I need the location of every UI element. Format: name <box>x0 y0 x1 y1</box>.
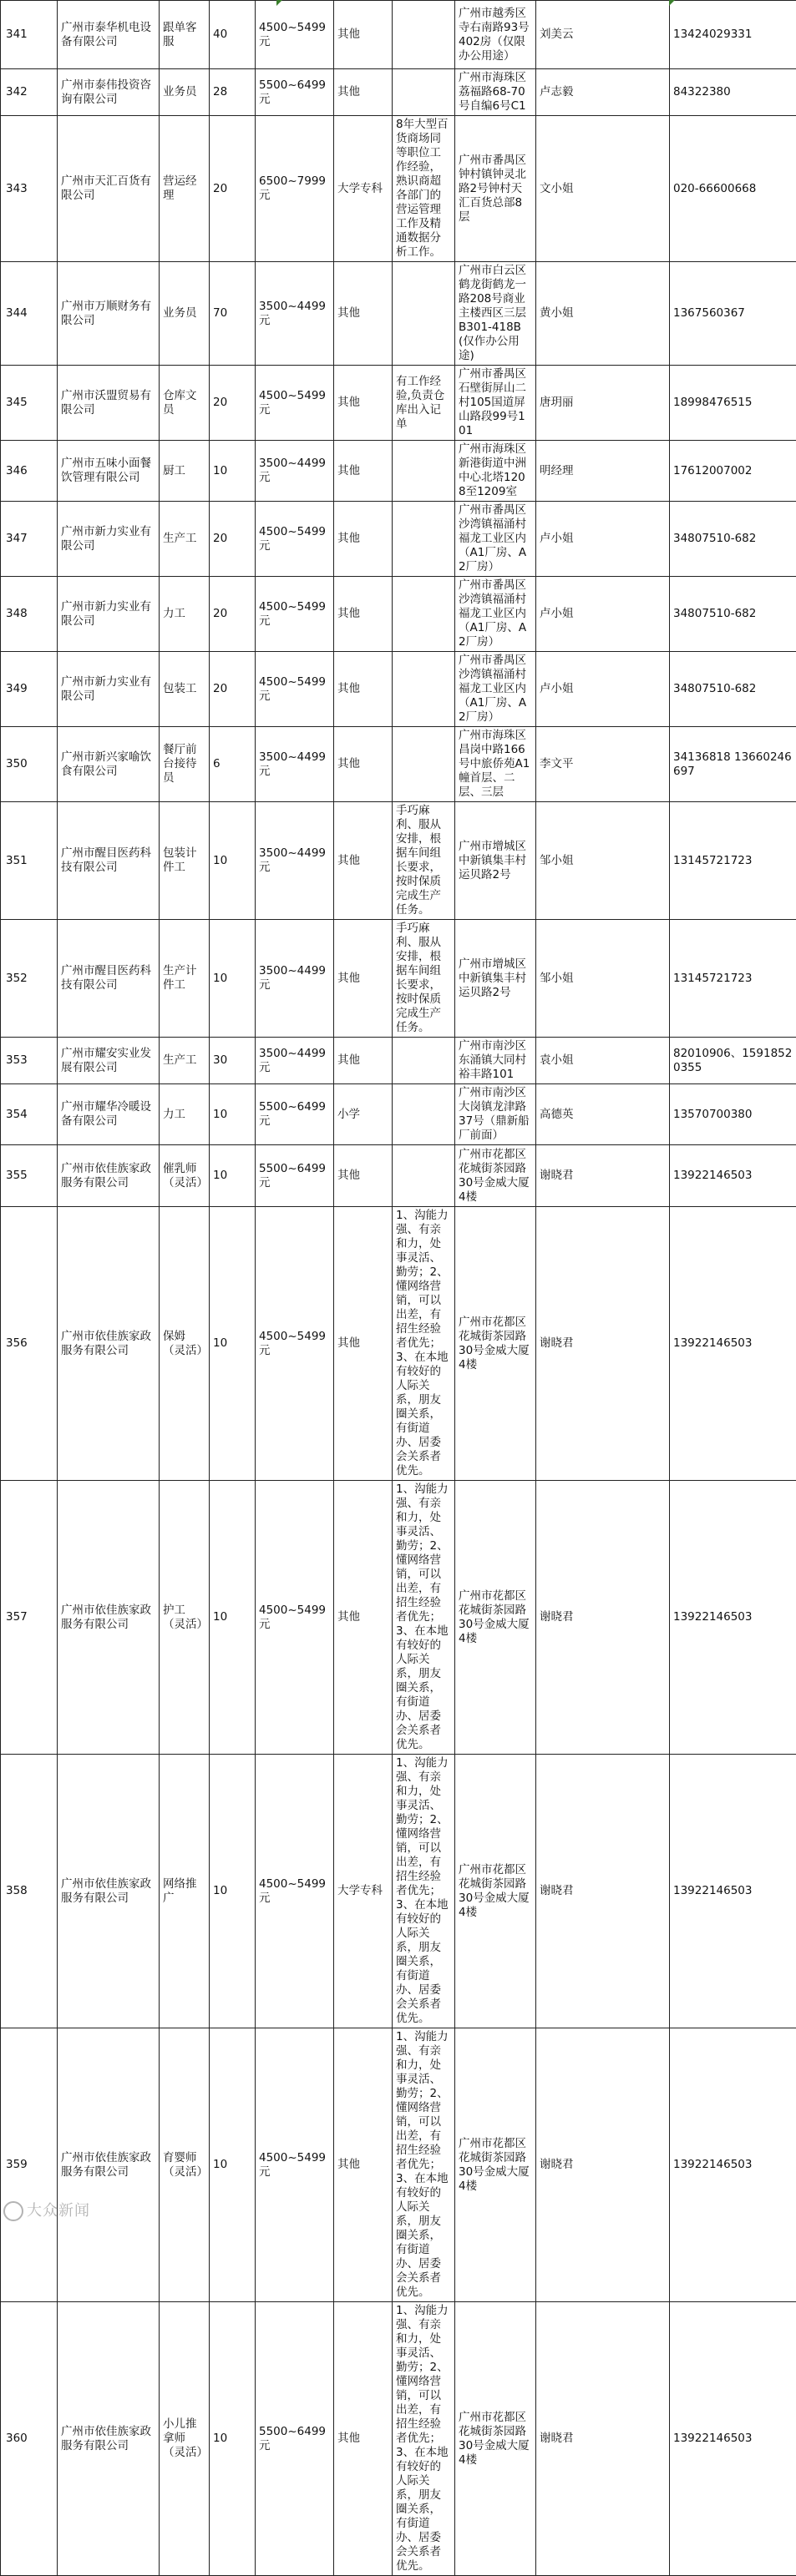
contact-person: 谢晓君 <box>536 1755 670 2028</box>
headcount: 20 <box>210 116 256 262</box>
education: 其他 <box>334 652 393 727</box>
job-title: 生产工 <box>160 502 210 577</box>
row-number: 350 <box>1 727 58 802</box>
headcount: 40 <box>210 1 256 69</box>
contact-phone: 18998476515 <box>670 366 796 441</box>
watermark-text: 大众新闻 <box>27 2202 90 2220</box>
work-address: 广州市番禺区石壁街屏山二村105国道屏山路段99号101 <box>455 366 536 441</box>
row-number: 359 <box>1 2028 58 2302</box>
education: 大学专科 <box>334 116 393 262</box>
work-address: 广州市海珠区昌岗中路166号中旅侨苑A1幢首层、二层、三层 <box>455 727 536 802</box>
contact-phone: 34807510-682 <box>670 577 796 652</box>
table-row <box>1 69 796 116</box>
table-row <box>1 1207 796 1481</box>
headcount: 30 <box>210 1038 256 1084</box>
salary-range: 4500~5499元 <box>256 1481 334 1755</box>
job-requirements <box>393 69 455 116</box>
work-address: 广州市番禺区钟村镇钟灵北路2号钟村天汇百货总部8层 <box>455 116 536 262</box>
contact-person: 邹小姐 <box>536 802 670 920</box>
row-number: 349 <box>1 652 58 727</box>
education: 其他 <box>334 366 393 441</box>
cell-comment-marker <box>669 0 675 6</box>
education: 其他 <box>334 727 393 802</box>
contact-person: 谢晓君 <box>536 2302 670 2576</box>
contact-person: 卢小姐 <box>536 577 670 652</box>
education: 其他 <box>334 502 393 577</box>
work-address: 广州市花都区花城街茶园路30号金威大厦4楼 <box>455 2028 536 2302</box>
job-requirements: 1、沟能力强、有亲和力，处事灵活、勤劳；2、懂网络营销，可以出差，有招生经验者优先；3、在本地有较好的人际关系，朋友圈关系，有街道办、居委会关系者优先。 <box>393 2028 455 2302</box>
table-row <box>1 577 796 652</box>
salary-range: 4500~5499元 <box>256 1 334 69</box>
salary-range: 5500~6499元 <box>256 1145 334 1207</box>
salary-range: 3500~4499元 <box>256 262 334 366</box>
headcount: 20 <box>210 366 256 441</box>
contact-person: 李文平 <box>536 727 670 802</box>
row-number: 347 <box>1 502 58 577</box>
company-name: 广州市新力实业有限公司 <box>58 577 160 652</box>
salary-range: 5500~6499元 <box>256 2302 334 2576</box>
table-row <box>1 652 796 727</box>
watermark-logo-icon <box>3 2201 23 2221</box>
row-number: 341 <box>1 1 58 69</box>
row-number: 351 <box>1 802 58 920</box>
company-name: 广州市新力实业有限公司 <box>58 502 160 577</box>
salary-range: 3500~4499元 <box>256 727 334 802</box>
contact-phone: 13570700380 <box>670 1084 796 1145</box>
work-address: 广州市海珠区荔福路68-70号自编6号C1 <box>455 69 536 116</box>
row-number: 352 <box>1 920 58 1038</box>
contact-phone: 34807510-682 <box>670 652 796 727</box>
work-address: 广州市花都区花城街茶园路30号金威大厦4楼 <box>455 1145 536 1207</box>
table-row <box>1 262 796 366</box>
headcount: 10 <box>210 2302 256 2576</box>
contact-person: 文小姐 <box>536 116 670 262</box>
row-number: 353 <box>1 1038 58 1084</box>
contact-person: 唐玥丽 <box>536 366 670 441</box>
education: 其他 <box>334 262 393 366</box>
work-address: 广州市番禺区沙湾镇福涌村福龙工业区内（A1厂房、A2厂房） <box>455 502 536 577</box>
education: 其他 <box>334 1207 393 1481</box>
job-requirements <box>393 727 455 802</box>
contact-person: 高德英 <box>536 1084 670 1145</box>
salary-range: 3500~4499元 <box>256 441 334 502</box>
job-requirements <box>393 1 455 69</box>
table-row <box>1 802 796 920</box>
education: 其他 <box>334 802 393 920</box>
job-title: 跟单客服 <box>160 1 210 69</box>
job-title: 仓库文员 <box>160 366 210 441</box>
job-title: 生产计件工 <box>160 920 210 1038</box>
contact-person: 谢晓君 <box>536 2028 670 2302</box>
table-row <box>1 441 796 502</box>
company-name: 广州市依佳族家政服务有限公司 <box>58 2302 160 2576</box>
job-requirements: 有工作经验,负责仓库出入记单 <box>393 366 455 441</box>
company-name: 广州市醒目医药科技有限公司 <box>58 802 160 920</box>
contact-phone: 13922146503 <box>670 1207 796 1481</box>
contact-phone: 34136818 13660246697 <box>670 727 796 802</box>
contact-phone: 1367560367 <box>670 262 796 366</box>
row-number: 358 <box>1 1755 58 2028</box>
job-requirements: 手巧麻利、服从安排，根据车间组长要求，按时保质完成生产任务。 <box>393 920 455 1038</box>
headcount: 10 <box>210 441 256 502</box>
company-name: 广州市新兴家喻饮食有限公司 <box>58 727 160 802</box>
table-row <box>1 1755 796 2028</box>
company-name: 广州市耀安实业发展有限公司 <box>58 1038 160 1084</box>
contact-person: 卢志毅 <box>536 69 670 116</box>
job-title: 力工 <box>160 1084 210 1145</box>
education: 其他 <box>334 920 393 1038</box>
salary-range: 4500~5499元 <box>256 1207 334 1481</box>
job-title: 业务员 <box>160 262 210 366</box>
row-number: 348 <box>1 577 58 652</box>
contact-person: 袁小姐 <box>536 1038 670 1084</box>
row-number: 346 <box>1 441 58 502</box>
job-title: 育婴师（灵活） <box>160 2028 210 2302</box>
contact-phone: 82010906、15918520355 <box>670 1038 796 1084</box>
table-row <box>1 1145 796 1207</box>
company-name: 广州市醒目医药科技有限公司 <box>58 920 160 1038</box>
contact-phone: 13922146503 <box>670 2302 796 2576</box>
salary-range: 3500~4499元 <box>256 1038 334 1084</box>
salary-range: 4500~5499元 <box>256 366 334 441</box>
table-body <box>1 1 796 2576</box>
headcount: 10 <box>210 1481 256 1755</box>
row-number: 355 <box>1 1145 58 1207</box>
contact-phone: 13145721723 <box>670 802 796 920</box>
job-requirements <box>393 1084 455 1145</box>
education: 其他 <box>334 2302 393 2576</box>
salary-range: 3500~4499元 <box>256 920 334 1038</box>
job-title: 餐厅前台接待员 <box>160 727 210 802</box>
table-row <box>1 727 796 802</box>
job-title: 生产工 <box>160 1038 210 1084</box>
education: 其他 <box>334 441 393 502</box>
company-name: 广州市依佳族家政服务有限公司 <box>58 2028 160 2302</box>
headcount: 70 <box>210 262 256 366</box>
table-row <box>1 1084 796 1145</box>
work-address: 广州市南沙区大岗镇龙津路37号（鼎新船厂前面） <box>455 1084 536 1145</box>
salary-range: 4500~5499元 <box>256 577 334 652</box>
job-title: 力工 <box>160 577 210 652</box>
salary-range: 4500~5499元 <box>256 502 334 577</box>
job-title: 护工（灵活） <box>160 1481 210 1755</box>
contact-person: 邹小姐 <box>536 920 670 1038</box>
work-address: 广州市增城区中新镇集丰村运贝路2号 <box>455 802 536 920</box>
row-number: 343 <box>1 116 58 262</box>
job-title: 小儿推拿师（灵活） <box>160 2302 210 2576</box>
contact-phone: 13145721723 <box>670 920 796 1038</box>
education: 小学 <box>334 1084 393 1145</box>
work-address: 广州市花都区花城街茶园路30号金威大厦4楼 <box>455 1207 536 1481</box>
education: 其他 <box>334 69 393 116</box>
headcount: 20 <box>210 577 256 652</box>
salary-range: 4500~5499元 <box>256 652 334 727</box>
job-title: 催乳师（灵活） <box>160 1145 210 1207</box>
company-name: 广州市万顺财务有限公司 <box>58 262 160 366</box>
work-address: 广州市番禺区沙湾镇福涌村福龙工业区内（A1厂房、A2厂房） <box>455 577 536 652</box>
row-number: 357 <box>1 1481 58 1755</box>
company-name: 广州市新力实业有限公司 <box>58 652 160 727</box>
work-address: 广州市海珠区新港街道中洲中心北塔1208至1209室 <box>455 441 536 502</box>
headcount: 20 <box>210 652 256 727</box>
work-address: 广州市白云区鹤龙街鹤龙一路208号商业主楼西区三层B301-418B(仅作办公用途) <box>455 262 536 366</box>
headcount: 28 <box>210 69 256 116</box>
contact-phone: 17612007002 <box>670 441 796 502</box>
cell-comment-marker <box>276 0 282 6</box>
headcount: 6 <box>210 727 256 802</box>
job-requirements: 手巧麻利、服从安排，根据车间组长要求，按时保质完成生产任务。 <box>393 802 455 920</box>
contact-phone: 13424029331 <box>670 1 796 69</box>
contact-phone: 13922146503 <box>670 1481 796 1755</box>
headcount: 10 <box>210 920 256 1038</box>
headcount: 10 <box>210 1207 256 1481</box>
row-number: 360 <box>1 2302 58 2576</box>
contact-person: 谢晓君 <box>536 1145 670 1207</box>
education: 其他 <box>334 577 393 652</box>
job-requirements <box>393 1038 455 1084</box>
job-title: 营运经理 <box>160 116 210 262</box>
contact-person: 卢小姐 <box>536 502 670 577</box>
work-address: 广州市花都区花城街茶园路30号金威大厦4楼 <box>455 1481 536 1755</box>
table-row <box>1 366 796 441</box>
salary-range: 6500~7999元 <box>256 116 334 262</box>
salary-range: 3500~4499元 <box>256 802 334 920</box>
job-title: 网络推广 <box>160 1755 210 2028</box>
education: 其他 <box>334 2028 393 2302</box>
contact-phone: 13922146503 <box>670 1145 796 1207</box>
row-number: 354 <box>1 1084 58 1145</box>
company-name: 广州市天汇百货有限公司 <box>58 116 160 262</box>
work-address: 广州市南沙区东涌镇大同村裕丰路101 <box>455 1038 536 1084</box>
contact-person: 刘美云 <box>536 1 670 69</box>
salary-range: 4500~5499元 <box>256 2028 334 2302</box>
contact-person: 黄小姐 <box>536 262 670 366</box>
row-number: 356 <box>1 1207 58 1481</box>
salary-range: 4500~5499元 <box>256 1755 334 2028</box>
job-requirements: 1、沟能力强、有亲和力，处事灵活、勤劳；2、懂网络营销，可以出差，有招生经验者优先；3、在本地有较好的人际关系，朋友圈关系，有街道办、居委会关系者优先。 <box>393 2302 455 2576</box>
company-name: 广州市泰伟投资咨询有限公司 <box>58 69 160 116</box>
contact-phone: 13922146503 <box>670 1755 796 2028</box>
headcount: 10 <box>210 1755 256 2028</box>
contact-person: 明经理 <box>536 441 670 502</box>
job-title: 保姆（灵活） <box>160 1207 210 1481</box>
work-address: 广州市越秀区寺右南路93号402房（仅限办公用途） <box>455 1 536 69</box>
education: 其他 <box>334 1145 393 1207</box>
job-requirements <box>393 441 455 502</box>
contact-person: 卢小姐 <box>536 652 670 727</box>
job-requirements: 1、沟能力强、有亲和力，处事灵活、勤劳；2、懂网络营销，可以出差，有招生经验者优先；3、在本地有较好的人际关系，朋友圈关系，有街道办、居委会关系者优先。 <box>393 1481 455 1755</box>
job-requirements <box>393 652 455 727</box>
table-row <box>1 1 796 69</box>
table-row <box>1 2302 796 2576</box>
watermark <box>3 2199 90 2221</box>
work-address: 广州市花都区花城街茶园路30号金威大厦4楼 <box>455 2302 536 2576</box>
headcount: 10 <box>210 2028 256 2302</box>
salary-range: 5500~6499元 <box>256 69 334 116</box>
company-name: 广州市依佳族家政服务有限公司 <box>58 1145 160 1207</box>
table-row <box>1 1038 796 1084</box>
job-title: 业务员 <box>160 69 210 116</box>
table-row <box>1 920 796 1038</box>
headcount: 10 <box>210 802 256 920</box>
work-address: 广州市花都区花城街茶园路30号金威大厦4楼 <box>455 1755 536 2028</box>
row-number: 344 <box>1 262 58 366</box>
company-name: 广州市五味小面餐饮管理有限公司 <box>58 441 160 502</box>
contact-person: 谢晓君 <box>536 1481 670 1755</box>
table-row <box>1 2028 796 2302</box>
company-name: 广州市泰华机电设备有限公司 <box>58 1 160 69</box>
company-name: 广州市依佳族家政服务有限公司 <box>58 1207 160 1481</box>
job-title: 厨工 <box>160 441 210 502</box>
work-address: 广州市增城区中新镇集丰村运贝路2号 <box>455 920 536 1038</box>
row-number: 342 <box>1 69 58 116</box>
job-title: 包装工 <box>160 652 210 727</box>
education: 大学专科 <box>334 1755 393 2028</box>
table-row <box>1 116 796 262</box>
job-requirements <box>393 577 455 652</box>
education: 其他 <box>334 1 393 69</box>
job-requirements: 8年大型百货商场同等职位工作经验，熟识商超各部门的营运管理工作及精通数据分析工作。 <box>393 116 455 262</box>
company-name: 广州市耀华冷暖设备有限公司 <box>58 1084 160 1145</box>
contact-phone: 13922146503 <box>670 2028 796 2302</box>
headcount: 10 <box>210 1145 256 1207</box>
contact-person: 谢晓君 <box>536 1207 670 1481</box>
job-requirements <box>393 262 455 366</box>
education: 其他 <box>334 1481 393 1755</box>
company-name: 广州市沃盟贸易有限公司 <box>58 366 160 441</box>
headcount: 10 <box>210 1084 256 1145</box>
job-requirements <box>393 502 455 577</box>
job-title: 包装计件工 <box>160 802 210 920</box>
education: 其他 <box>334 1038 393 1084</box>
contact-phone: 84322380 <box>670 69 796 116</box>
job-requirements: 1、沟能力强、有亲和力，处事灵活、勤劳；2、懂网络营销，可以出差，有招生经验者优先；3、在本地有较好的人际关系，朋友圈关系，有街道办、居委会关系者优先。 <box>393 1207 455 1481</box>
table-row <box>1 502 796 577</box>
contact-phone: 34807510-682 <box>670 502 796 577</box>
table-row <box>1 1481 796 1755</box>
contact-phone: 020-66600668 <box>670 116 796 262</box>
salary-range: 5500~6499元 <box>256 1084 334 1145</box>
company-name: 广州市依佳族家政服务有限公司 <box>58 1481 160 1755</box>
job-requirements: 1、沟能力强、有亲和力，处事灵活、勤劳；2、懂网络营销，可以出差，有招生经验者优先；3、在本地有较好的人际关系，朋友圈关系，有街道办、居委会关系者优先。 <box>393 1755 455 2028</box>
company-name: 广州市依佳族家政服务有限公司 <box>58 1755 160 2028</box>
row-number: 345 <box>1 366 58 441</box>
work-address: 广州市番禺区沙湾镇福涌村福龙工业区内（A1厂房、A2厂房） <box>455 652 536 727</box>
headcount: 20 <box>210 502 256 577</box>
job-requirements <box>393 1145 455 1207</box>
